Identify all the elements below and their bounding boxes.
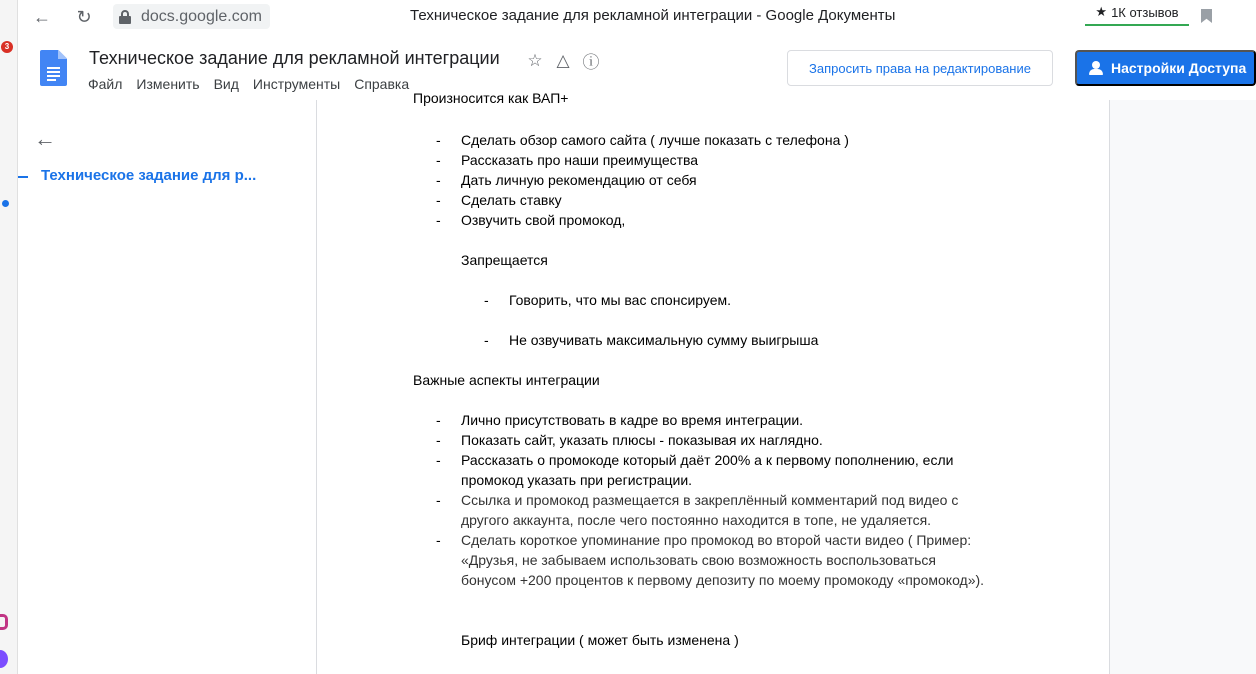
bullet: - [436, 192, 441, 208]
url-text: docs.google.com [141, 7, 262, 25]
bullet: - [484, 332, 489, 348]
list-item: Рассказать про наши преимущества [461, 152, 699, 168]
menu-tools[interactable]: Инструменты [252, 76, 341, 92]
reviews-label: 1К отзывов [1111, 4, 1179, 20]
star-icon[interactable]: ☆ [527, 50, 543, 70]
list-item-continuation: «Друзья, не забываем использовать свою возможность воспользоваться [461, 552, 936, 568]
bullet: - [436, 532, 441, 548]
menu-file[interactable]: Файл [88, 76, 123, 92]
list-item: Показать сайт, указать плюсы - показывая их наглядно. [461, 432, 823, 448]
bullet: - [436, 152, 441, 168]
list-item-continuation: бонусом +200 процентов к первому депозиту по моему промокоду «промокод»). [461, 572, 985, 588]
menu-edit[interactable]: Изменить [136, 76, 200, 92]
document-page[interactable] [316, 90, 1110, 674]
bullet: - [436, 492, 441, 508]
canvas-margin [1110, 100, 1256, 674]
browser-toolbar [18, 0, 1256, 34]
cut-heading: Произносится как ВАП+ [413, 90, 569, 106]
menu-help[interactable]: Справка [354, 76, 410, 92]
outline-item[interactable]: Техническое задание для р... [41, 167, 257, 184]
list-item: Говорить, что мы вас спонсируем. [509, 292, 732, 308]
reviews-button[interactable] [1085, 0, 1189, 26]
notification-badge: 3 [1, 41, 13, 53]
os-sidebar [0, 0, 18, 674]
bullet: - [436, 212, 441, 228]
document-canvas [316, 90, 1256, 674]
back-icon[interactable]: ← [33, 6, 51, 27]
status-dot [2, 200, 9, 207]
list-item: Сделать короткое упоминание про промокод во второй части видео ( Пример: [461, 532, 972, 548]
title-actions [526, 48, 600, 73]
share-label: Настройки Доступа [1111, 60, 1247, 76]
bullet: - [436, 432, 441, 448]
menu-view[interactable]: Вид [213, 76, 239, 92]
list-item: Сделать ставку [461, 192, 562, 208]
list-item: Не озвучивать максимальную сумму выигрыша [509, 332, 819, 348]
forbidden-heading: Запрещается [461, 252, 548, 268]
list-item: Озвучить свой промокод, [461, 212, 626, 228]
bullet: - [436, 412, 441, 428]
bullet: - [484, 292, 489, 308]
list-item: Лично присутствовать в кадре во время интеграции. [461, 412, 804, 428]
lock-icon [119, 10, 131, 24]
docs-logo-icon[interactable] [40, 50, 67, 86]
list-item: Сделать обзор самого сайта ( лучше показать с телефона ) [461, 132, 849, 148]
list-item-continuation: промокод указать при регистрации. [461, 472, 693, 488]
list-item: Дать личную рекомендацию от себя [461, 172, 697, 188]
bookmark-icon[interactable] [1201, 9, 1212, 23]
bullet: - [436, 172, 441, 188]
window-title: Техническое задание для рекламной интеграции - Google Документы [410, 7, 896, 24]
document-title[interactable]: Техническое задание для рекламной интеграции [89, 48, 500, 68]
instagram-icon[interactable] [0, 614, 8, 630]
star-icon: ★ [1095, 4, 1108, 19]
app-icon[interactable] [0, 650, 8, 668]
bullet: - [436, 452, 441, 468]
document-outline [18, 100, 316, 674]
info-icon[interactable]: ⓘ [582, 53, 600, 72]
back-arrow-icon[interactable]: ← [34, 126, 56, 151]
list-item: Ссылка и промокод размещается в закреплённый комментарий под видео с [461, 492, 959, 508]
bullet: - [436, 132, 441, 148]
outline-marker [18, 176, 28, 178]
aspects-heading: Важные аспекты интеграции [413, 372, 600, 388]
person-icon [1089, 61, 1103, 75]
list-item-continuation: другого аккаунта, после чего постоянно находится в топе, не удаляется. [461, 512, 932, 528]
reload-icon[interactable]: ↻ [76, 6, 92, 27]
address-bar[interactable] [113, 4, 270, 29]
list-item: Рассказать о промокоде который даёт 200% а к первому пополнению, если [461, 452, 954, 468]
share-button[interactable] [1075, 50, 1256, 86]
drive-move-icon[interactable]: △ [556, 50, 570, 70]
request-edit-button[interactable]: Запросить права на редактирование [787, 50, 1053, 86]
brief-heading: Бриф интеграции ( может быть изменена ) [461, 632, 739, 648]
docs-header [18, 34, 1256, 100]
menu-bar [88, 76, 409, 92]
